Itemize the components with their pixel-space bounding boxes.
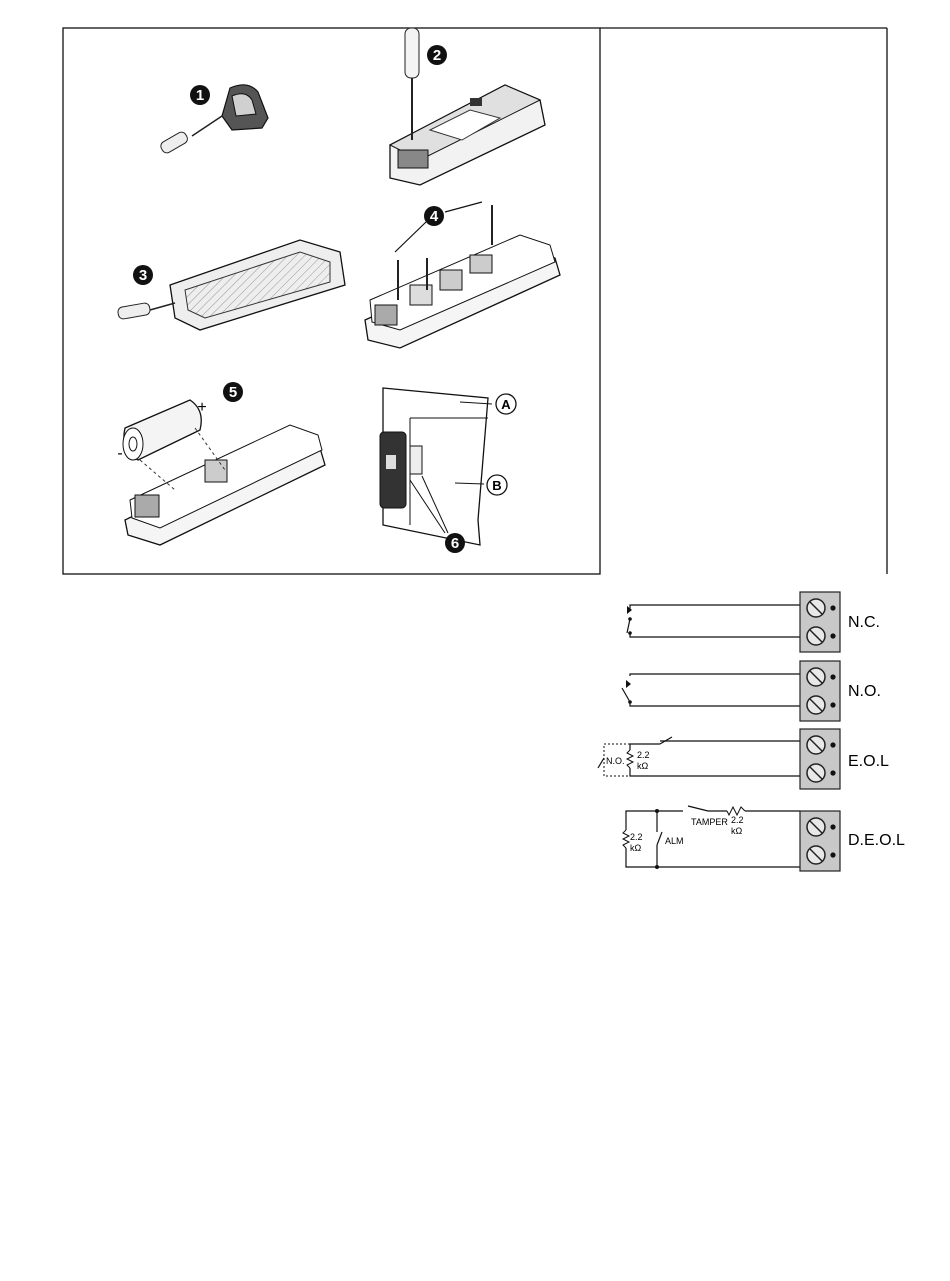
step-marker-3: [133, 265, 153, 285]
eol-switch-label: N.O.: [606, 756, 625, 766]
step2-open-housing-illustration: [390, 28, 545, 185]
deol-label: D.E.O.L: [848, 832, 905, 849]
deol-resistor1-value: 2.2: [630, 832, 643, 842]
step-number-6: 6: [450, 535, 460, 552]
step-marker-6: [445, 533, 465, 553]
label-b-marker: [487, 475, 507, 495]
eol-resistor-unit: kΩ: [637, 761, 649, 771]
eol-label: E.O.L: [848, 753, 889, 770]
no-label: N.O.: [848, 683, 881, 700]
step-marker-4: [424, 206, 444, 226]
step3-remove-back-cover-illustration: [117, 240, 345, 330]
wiring-diagram-no: [622, 661, 840, 721]
step-number-5: 5: [228, 384, 238, 401]
label-a: A: [501, 397, 511, 412]
step-marker-5: [223, 382, 243, 402]
wiring-diagram-eol: [598, 729, 840, 789]
eol-resistor-value: 2.2: [637, 750, 650, 760]
step-number-3: 3: [138, 267, 148, 284]
step1-remove-screw-cover-illustration: [159, 85, 268, 155]
wiring-diagram-nc: [627, 592, 840, 652]
deol-alarm-label: ALM: [665, 836, 684, 846]
step4-mount-screws-illustration: [365, 202, 560, 348]
deol-resistor2-value: 2.2: [731, 815, 744, 825]
step-number-1: 1: [195, 87, 205, 104]
label-a-marker: [496, 394, 516, 414]
deol-tamper-label: TAMPER: [691, 817, 728, 827]
label-b: B: [492, 478, 502, 493]
step6-door-mounting-illustration: [380, 388, 492, 545]
step5-insert-battery-illustration: [123, 400, 325, 545]
deol-resistor2-unit: kΩ: [731, 826, 743, 836]
nc-label: N.C.: [848, 614, 880, 631]
battery-plus-sign: +: [197, 399, 207, 416]
step-number-4: 4: [429, 208, 439, 225]
deol-resistor1-unit: kΩ: [630, 843, 642, 853]
step-number-2: 2: [432, 47, 442, 64]
step-marker-2: [427, 45, 447, 65]
battery-minus-sign: -: [117, 445, 123, 462]
step-marker-1: [190, 85, 210, 105]
